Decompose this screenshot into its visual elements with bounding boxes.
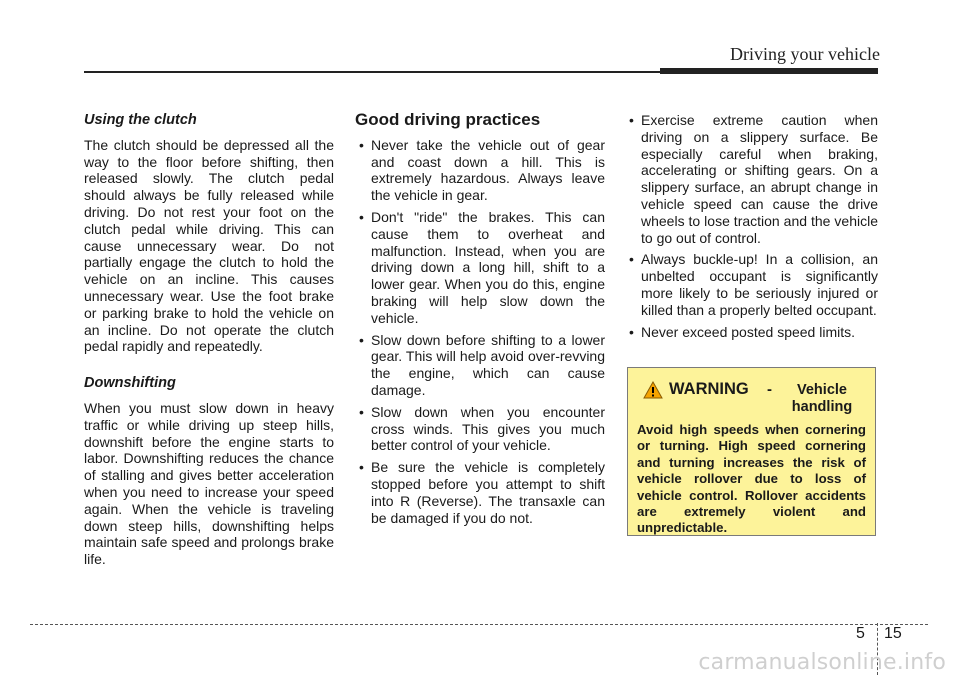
warning-triangle-icon bbox=[643, 381, 663, 399]
left-column bbox=[84, 112, 334, 574]
page-header-title: Driving your vehicle bbox=[730, 44, 880, 64]
warning-dash: - bbox=[767, 381, 772, 398]
list-item: • Never take the vehicle out of gear and coast down a hill. This is extremely hazardous. Always leave the vehicle in gear. bbox=[355, 137, 605, 204]
warning-text: Avoid high speeds when cornering or turning. High speed cornering and turning increases the risk of vehicle rollover due to loss of vehicle control. Rollover accidents are extremely violent and unpredictable. bbox=[637, 422, 866, 536]
list-item: • Be sure the vehicle is completely stopped before you attempt to shift into R (Reverse). The transaxle can be damaged if you do not. bbox=[355, 459, 605, 526]
downshifting-heading: Downshifting bbox=[84, 375, 176, 392]
good-driving-practices-title: Good driving practices bbox=[355, 110, 541, 129]
downshifting-paragraph: When you must slow down in heavy traffic or while driving up steep hills, downshift before the engine starts to labor. Downshifting reduces the chance of stalling and gives better acceleration when you need to increase your speed again. When the vehicle is traveling down steep hills, downshifting helps maintain safe speed and prolongs brake life. bbox=[84, 399, 334, 568]
warning-box bbox=[627, 367, 876, 536]
list-item: • Slow down when you encounter cross winds. This gives you much better control of your vehicle. bbox=[355, 404, 605, 454]
header-accent-bar bbox=[660, 68, 878, 74]
warning-label: WARNING bbox=[669, 380, 749, 398]
footer-divider bbox=[30, 624, 928, 625]
middle-column bbox=[355, 112, 605, 531]
driving-practices-list-continued bbox=[625, 112, 878, 340]
clutch-paragraph: The clutch should be depressed all the way to the floor before shifting, then released slowly. The clutch pedal should always be fully released while driving. Do not rest your foot on the clutch pedal while driving. This can cause unnecessary wear. Do not partially engage the clutch to hold the vehicle on an incline. This causes unnecessary wear. Use the foot brake or parking brake to hold the vehicle on an incline. Do not operate the clutch pedal rapidly and repeatedly. bbox=[84, 136, 334, 355]
warning-topic: Vehicle handling bbox=[791, 382, 853, 415]
clutch-heading: Using the clutch bbox=[84, 112, 197, 128]
warning-header bbox=[637, 376, 866, 416]
page-number: 15 bbox=[884, 625, 902, 642]
right-column bbox=[625, 112, 878, 345]
list-item: • Never exceed posted speed limits. bbox=[625, 324, 878, 341]
list-item: • Slow down before shifting to a lower gear. This will help avoid over-revving the engine, which can cause damage. bbox=[355, 332, 605, 399]
chapter-number: 5 bbox=[856, 625, 865, 642]
list-item: • Exercise extreme caution when driving on a slippery surface. Be especially careful when braking, accelerating or shifting gears. On a slippery surface, an abrupt change in vehicle speed can cause the drive wheels to lose traction and the vehicle to go out of control. bbox=[625, 112, 878, 246]
driving-practices-list bbox=[355, 137, 605, 527]
list-item: • Don't "ride" the brakes. This can cause them to overheat and malfunction. Instead, when you are driving down a long hill, shift to a lower gear. When you do this, engine braking will help slow down the vehicle. bbox=[355, 209, 605, 327]
watermark: carmanualsonline.info bbox=[698, 650, 946, 675]
list-item: • Always buckle-up! In a collision, an unbelted occupant is significantly more likely to be seriously injured or killed than a properly belted occupant. bbox=[625, 251, 878, 318]
